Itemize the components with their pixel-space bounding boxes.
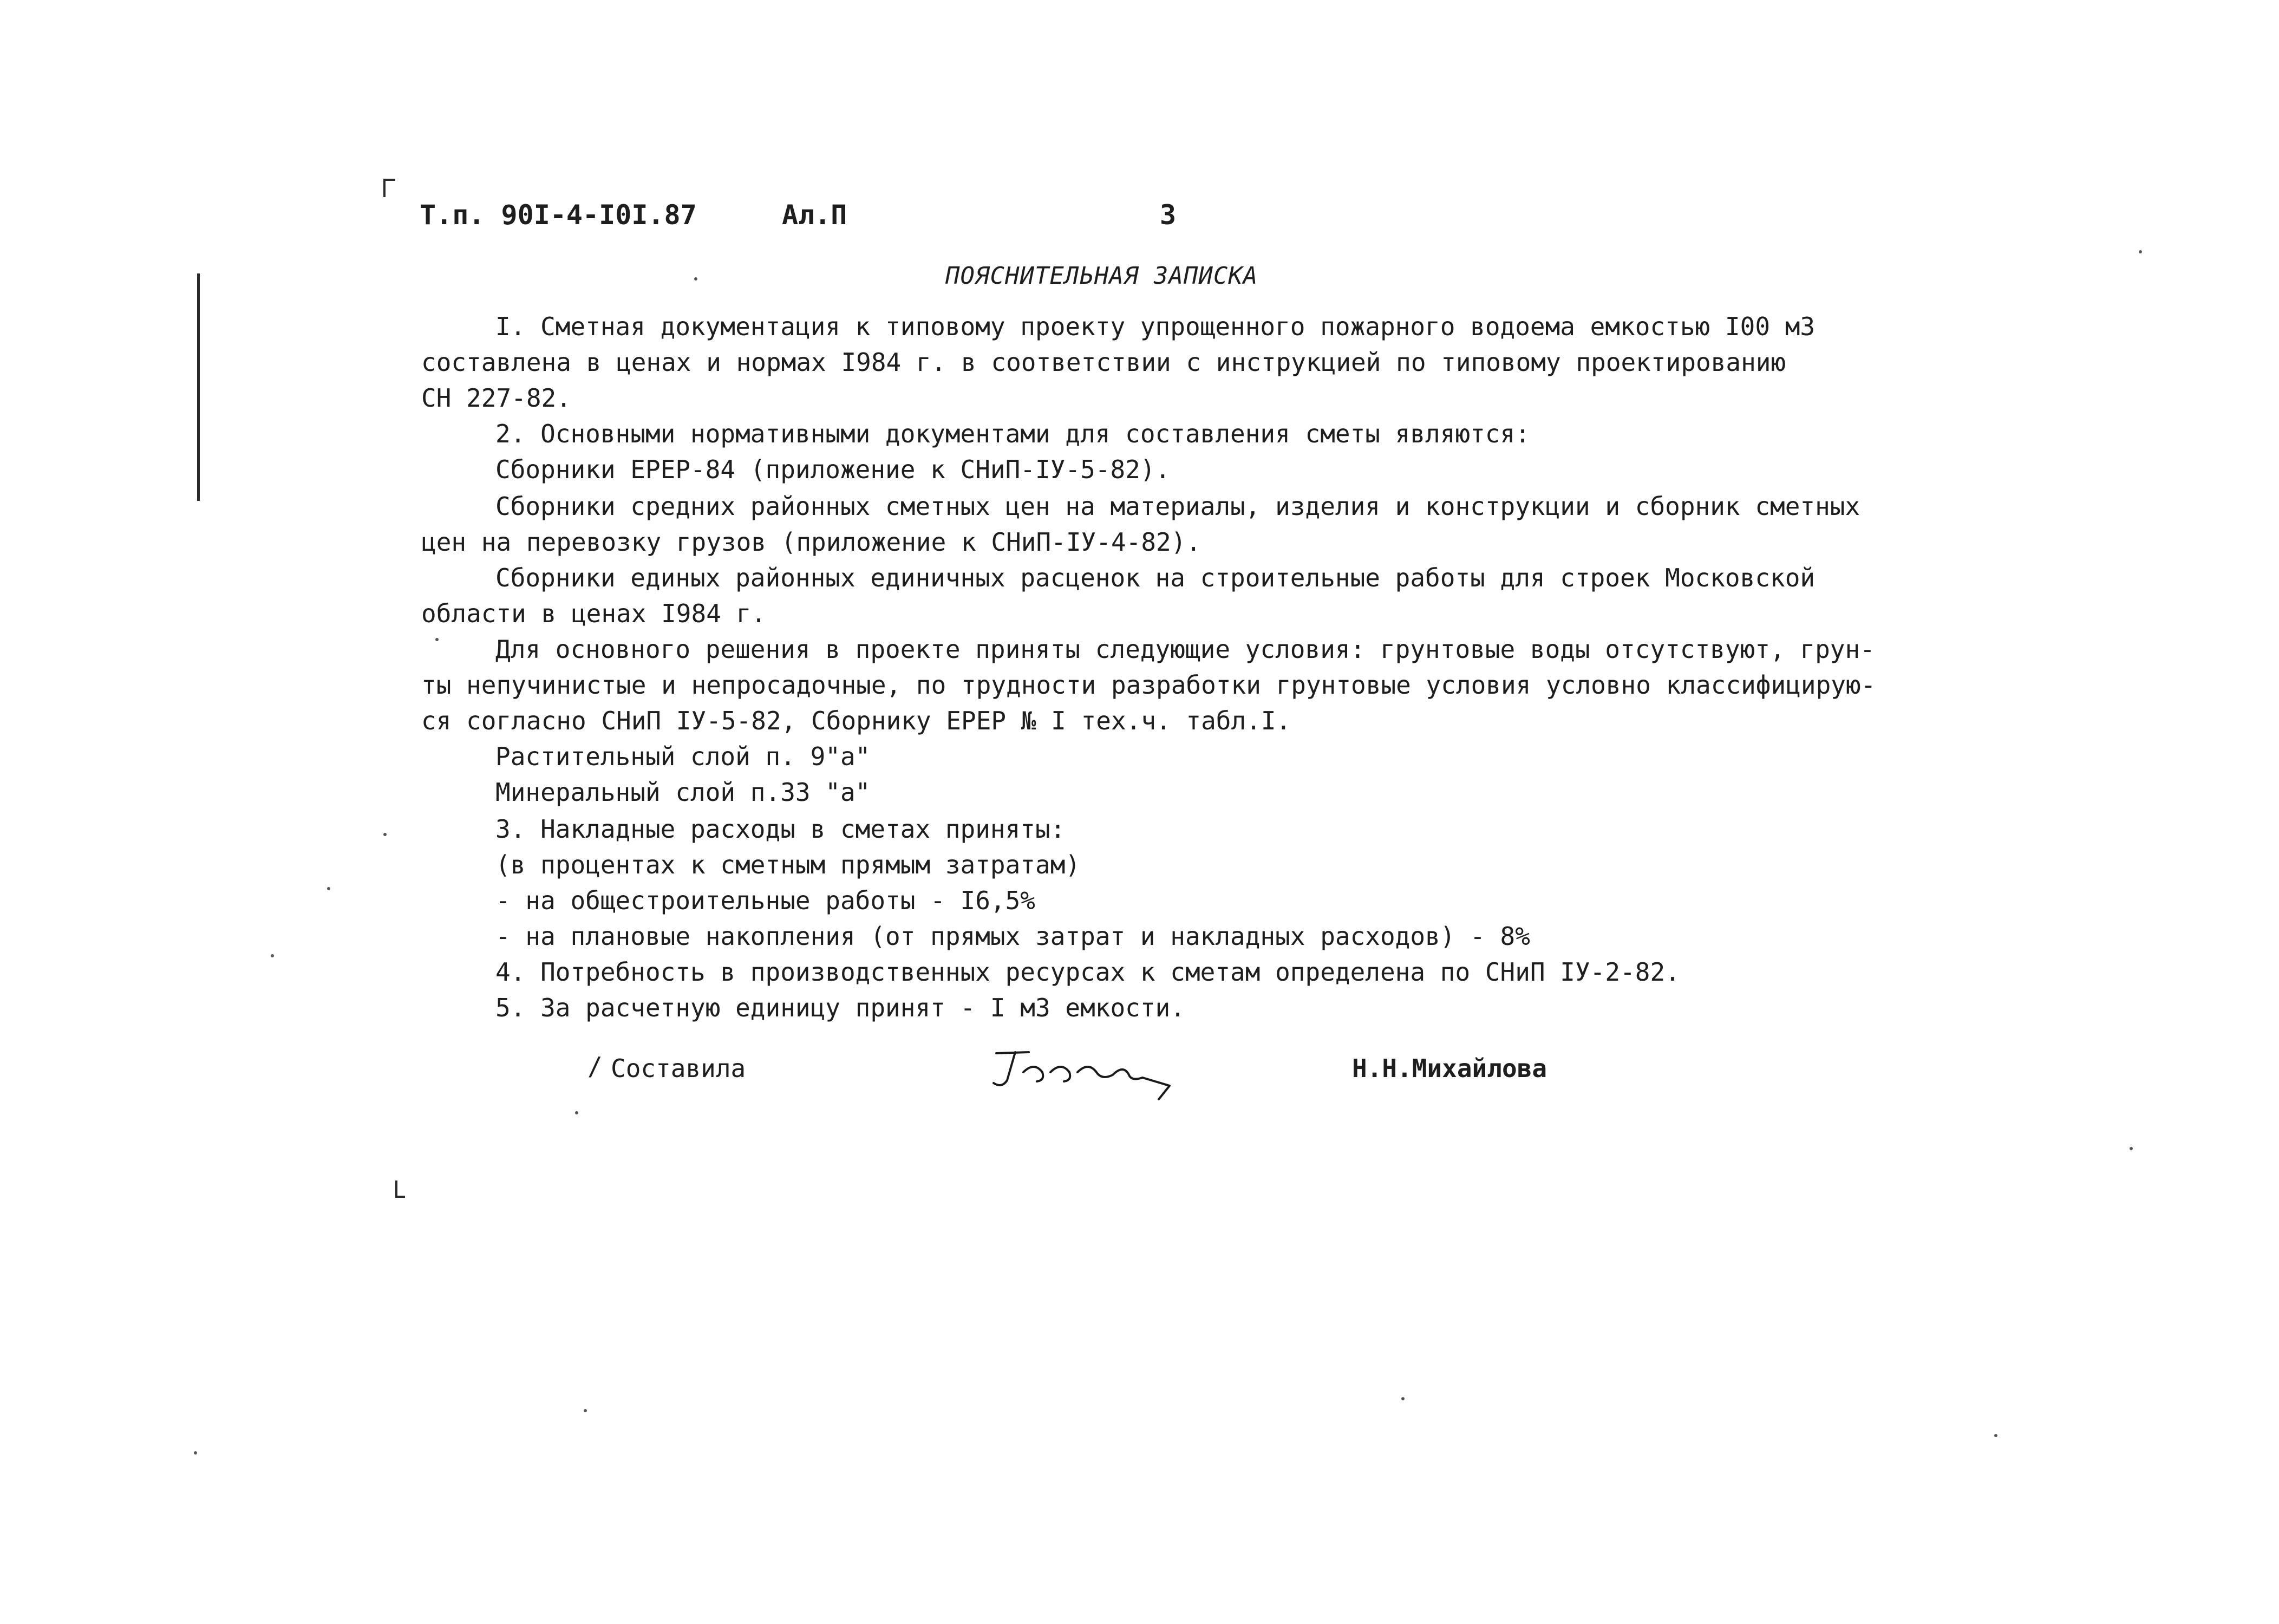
signature-slash: / bbox=[587, 1052, 603, 1081]
body-line: Для основного решения в проекте приняты следующие условия: грунтовые воды отсутствуют, грун- bbox=[495, 635, 1875, 664]
scan-speck bbox=[2139, 250, 2142, 253]
body-line: цен на перевозку грузов (приложение к СНиП-IУ-4-82). bbox=[421, 527, 1201, 557]
body-line: I. Сметная документация к типовому проекту упрощенного пожарного водоема емкостью I00 м3 bbox=[495, 312, 1816, 341]
body-line: Сборники ЕРЕР-84 (приложение к СНиП-IУ-5-82). bbox=[495, 455, 1171, 484]
body-line: Сборники средних районных сметных цен на материалы, изделия и конструкции и сборник сметных bbox=[495, 492, 1860, 521]
scan-speck bbox=[694, 277, 697, 281]
body-line: составлена в ценах и нормах I984 г. в соответствии с инструкцией по типовому проектированию bbox=[421, 348, 1786, 377]
signature-label: Составила bbox=[611, 1054, 746, 1083]
body-line: Минеральный слой п.33 "а" bbox=[495, 778, 871, 807]
body-line: 4. Потребность в производственных ресурсах к сметам определена по СНиП IУ-2-82. bbox=[495, 957, 1680, 987]
scan-speck bbox=[584, 1409, 587, 1412]
scan-speck bbox=[575, 1111, 578, 1114]
scan-speck bbox=[2130, 1147, 2133, 1150]
album-number: Ал.П bbox=[782, 199, 847, 231]
page-number: 3 bbox=[1160, 199, 1177, 231]
document-title: ПОЯСНИТЕЛЬНАЯ ЗАПИСКА bbox=[945, 262, 1258, 290]
corner-mark-bottom-left-tick bbox=[395, 1196, 405, 1198]
body-line: ся согласно СНиП IУ-5-82, Сборнику ЕРЕР № I тех.ч. табл.I. bbox=[421, 706, 1291, 735]
body-line: (в процентах к сметным прямым затратам) bbox=[495, 850, 1081, 879]
corner-mark-top-left-tick bbox=[383, 179, 395, 181]
body-line: области в ценах I984 г. bbox=[421, 599, 766, 628]
scan-speck bbox=[435, 638, 439, 641]
body-line: - на общестроительные работы - I6,5% bbox=[495, 886, 1035, 915]
body-line: Растительный слой п. 9"а" bbox=[495, 742, 871, 771]
handwritten-signature bbox=[985, 1042, 1191, 1102]
scan-speck bbox=[383, 833, 387, 836]
body-line: - на плановые накопления (от прямых затрат и накладных расходов) - 8% bbox=[495, 922, 1530, 951]
body-line: 3. Накладные расходы в сметах приняты: bbox=[495, 814, 1066, 844]
body-line: 2. Основными нормативными документами для составления сметы являются: bbox=[495, 419, 1530, 448]
scan-speck bbox=[194, 1451, 197, 1455]
left-margin-line bbox=[197, 273, 200, 501]
document-code: Т.п. 90I-4-I0I.87 bbox=[420, 199, 697, 231]
body-line: ты непучинистые и непросадочные, по трудности разработки грунтовые условия условно классифицирую- bbox=[421, 670, 1876, 700]
corner-mark-top-left bbox=[383, 179, 386, 197]
scan-speck bbox=[1994, 1434, 1997, 1437]
scan-speck bbox=[1401, 1397, 1405, 1400]
scan-speck bbox=[327, 887, 330, 890]
scan-speck bbox=[271, 954, 274, 957]
signatory-name: Н.Н.Михайлова bbox=[1352, 1054, 1547, 1083]
body-line: СН 227-82. bbox=[421, 383, 571, 413]
body-line: Сборники единых районных единичных расценок на строительные работы для строек Московской bbox=[495, 563, 1816, 592]
body-line: 5. За расчетную единицу принят - I м3 емкости. bbox=[495, 993, 1185, 1022]
